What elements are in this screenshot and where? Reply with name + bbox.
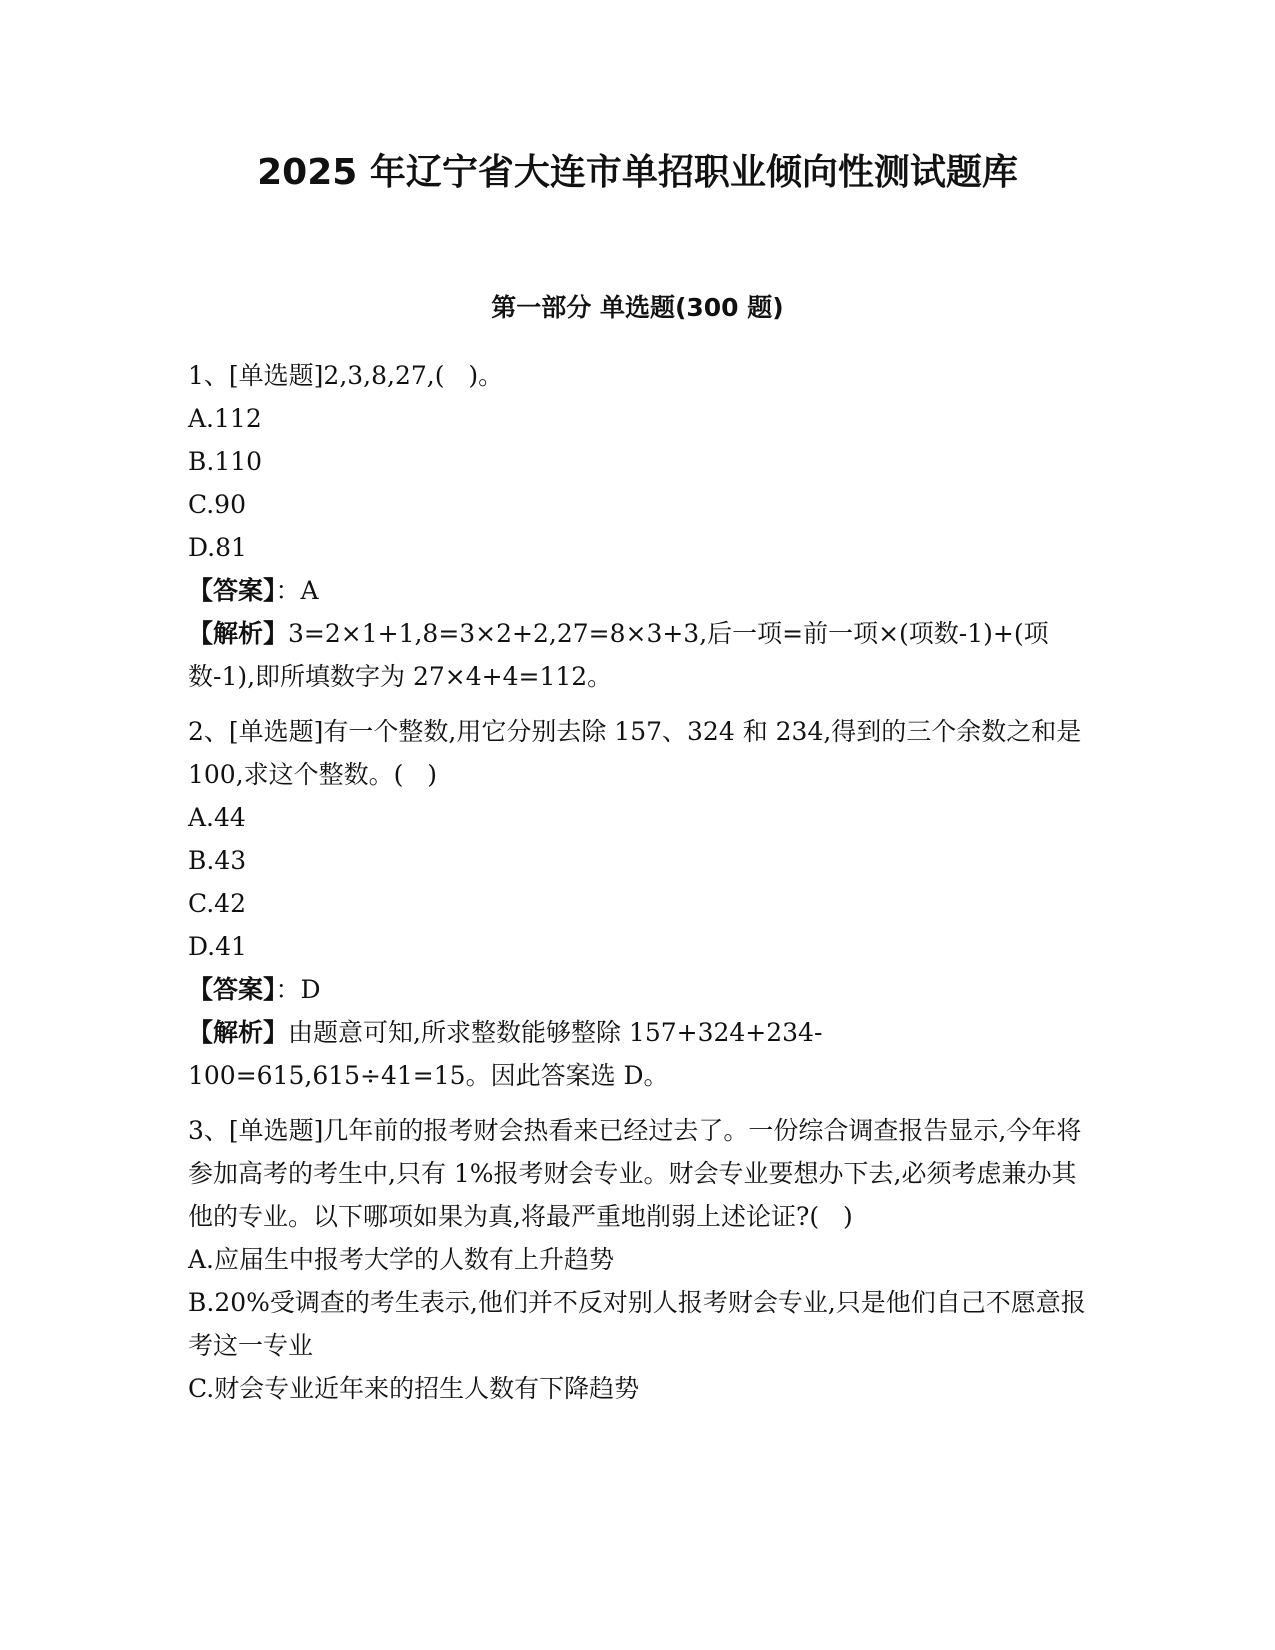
option-b: B.110 bbox=[188, 447, 263, 476]
option-a: A.44 bbox=[188, 803, 246, 832]
question-1 bbox=[188, 354, 1088, 698]
answer-line bbox=[188, 569, 1088, 612]
answer-label: 【答案】 bbox=[188, 576, 276, 605]
option-c: C.财会专业近年来的招生人数有下降趋势 bbox=[188, 1374, 640, 1403]
answer-value: ：D bbox=[275, 975, 321, 1004]
document-title: 2025 年辽宁省大连市单招职业倾向性测试题库 bbox=[257, 152, 1018, 193]
question-stem: 1、[单选题]2,3,8,27,( )。 bbox=[188, 361, 504, 390]
answer-value: ：A bbox=[275, 576, 319, 605]
option-a: A.应届生中报考大学的人数有上升趋势 bbox=[188, 1245, 615, 1274]
option-d: D.81 bbox=[188, 533, 247, 562]
analysis-label: 【解析】 bbox=[188, 1018, 289, 1047]
option-b: B.20%受调查的考生表示,他们并不反对别人报考财会专业,只是他们自己不愿意报考这一专业 bbox=[188, 1288, 1086, 1360]
question-list bbox=[188, 354, 1088, 1422]
analysis-line bbox=[188, 612, 1088, 698]
question-stem: 2、[单选题]有一个整数,用它分别去除 157、324 和 234,得到的三个余数之和是 100,求这个整数。( ) bbox=[188, 717, 1090, 789]
question-stem: 3、[单选题]几年前的报考财会热看来已经过去了。一份综合调查报告显示,今年将参加高考的考生中,只有 1%报考财会专业。财会专业要想办下去,必须考虑兼办其他的专业。以下哪项如果为真,将最严重地削弱上述论证?( ) bbox=[188, 1116, 1082, 1231]
option-a: A.112 bbox=[188, 404, 262, 433]
option-b: B.43 bbox=[188, 846, 247, 875]
question-3 bbox=[188, 1109, 1088, 1410]
analysis-line bbox=[188, 1011, 1088, 1097]
answer-label: 【答案】 bbox=[188, 975, 276, 1004]
option-d: D.41 bbox=[188, 932, 247, 961]
question-2 bbox=[188, 710, 1088, 1097]
option-c: C.90 bbox=[188, 490, 246, 519]
answer-line bbox=[188, 968, 1088, 1011]
analysis-label: 【解析】 bbox=[188, 619, 289, 648]
section-title: 第一部分 单选题(300 题) bbox=[491, 293, 784, 322]
analysis-text: 由题意可知,所求整数能够整除 157+324+234-100=615,615÷41=15。因此答案选 D。 bbox=[188, 1018, 823, 1090]
analysis-text: 3=2×1+1,8=3×2+2,27=8×3+3,后一项=前一项×(项数-1)+(项数-1),即所填数字为 27×4+4=112。 bbox=[188, 619, 1049, 691]
option-c: C.42 bbox=[188, 889, 246, 918]
